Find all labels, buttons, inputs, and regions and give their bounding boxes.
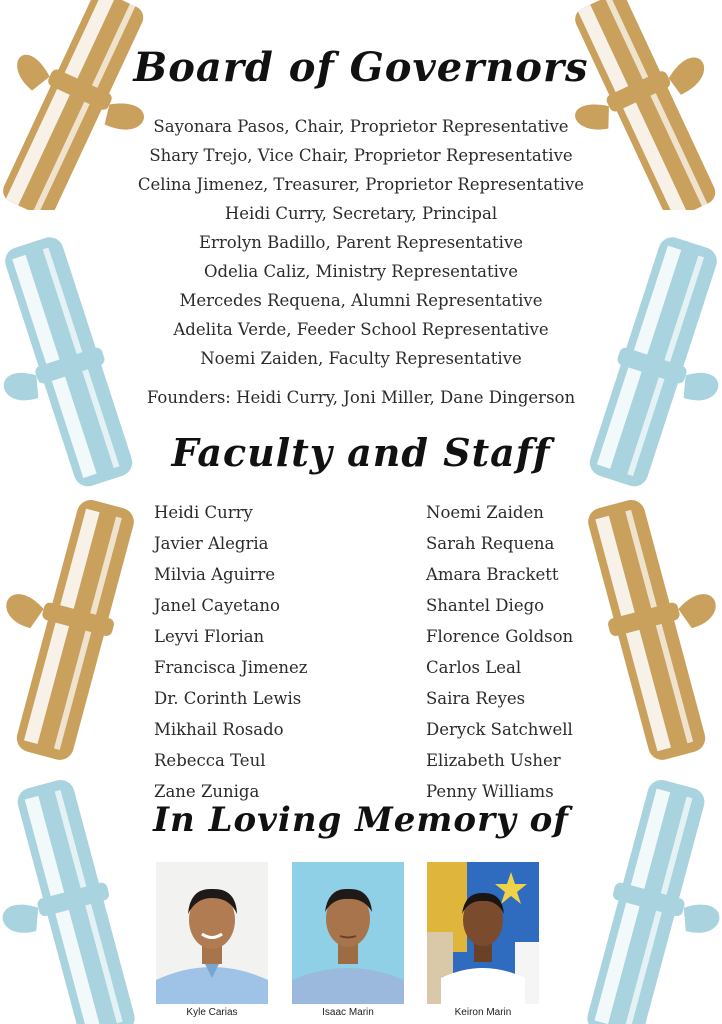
faculty-member: Janel Cayetano: [154, 596, 280, 615]
board-member: Odelia Caliz, Ministry Representative: [203, 262, 519, 281]
memory-heading: In Loving Memory of: [153, 800, 569, 840]
faculty-member: Carlos Leal: [426, 658, 522, 677]
founders-line: Founders: Heidi Curry, Joni Miller, Dane Dingerson: [146, 388, 576, 407]
faculty-heading: Faculty and Staff: [171, 430, 551, 475]
board-member: Sayonara Pasos, Chair, Proprietor Representative: [153, 117, 569, 136]
faculty-member: Heidi Curry: [154, 503, 253, 522]
faculty-member: Francisca Jimenez: [154, 658, 308, 677]
board-heading: Board of Governors: [133, 44, 589, 91]
board-member: Noemi Zaiden, Faculty Representative: [200, 349, 522, 368]
board-member: Heidi Curry, Secretary, Principal: [224, 204, 498, 223]
faculty-list-left: [154, 497, 308, 807]
diploma-scroll-gold-icon: [0, 500, 150, 770]
board-member-list: [0, 112, 722, 373]
faculty-member: Penny Williams: [426, 782, 554, 801]
board-member: Adelita Verde, Feeder School Representative: [173, 320, 549, 339]
faculty-member: Shantel Diego: [426, 596, 545, 615]
diploma-scroll-gold-icon: [572, 500, 722, 770]
board-member: Errolyn Badillo, Parent Representative: [198, 233, 524, 252]
memorial-photo: [427, 862, 539, 1004]
memorial-photo: [156, 862, 268, 1004]
faculty-member: Deryck Satchwell: [426, 720, 573, 739]
faculty-member: Elizabeth Usher: [426, 751, 561, 770]
faculty-member: Milvia Aguirre: [154, 565, 276, 584]
faculty-member: Florence Goldson: [426, 627, 574, 646]
faculty-member: Leyvi Florian: [154, 627, 265, 646]
faculty-member: Dr. Corinth Lewis: [154, 689, 302, 708]
faculty-member: Zane Zuniga: [154, 782, 260, 801]
faculty-member: Noemi Zaiden: [426, 503, 544, 522]
memorial-name: Isaac Marin: [322, 1007, 374, 1018]
faculty-list-right: [426, 497, 573, 807]
memorial-photo: [292, 862, 404, 1004]
faculty-member: Mikhail Rosado: [154, 720, 284, 739]
faculty-member: Saira Reyes: [426, 689, 526, 708]
faculty-member: Javier Alegria: [154, 534, 269, 553]
faculty-member: Rebecca Teul: [154, 751, 266, 770]
board-member: Celina Jimenez, Treasurer, Proprietor Representative: [137, 175, 585, 194]
faculty-member: Sarah Requena: [426, 534, 555, 553]
memorial-name: Kyle Carias: [186, 1007, 238, 1018]
faculty-member: Amara Brackett: [426, 565, 559, 584]
board-member: Mercedes Requena, Alumni Representative: [179, 291, 543, 310]
memorial-name: Keiron Marin: [454, 1007, 512, 1018]
board-member: Shary Trejo, Vice Chair, Proprietor Representative: [149, 146, 573, 165]
